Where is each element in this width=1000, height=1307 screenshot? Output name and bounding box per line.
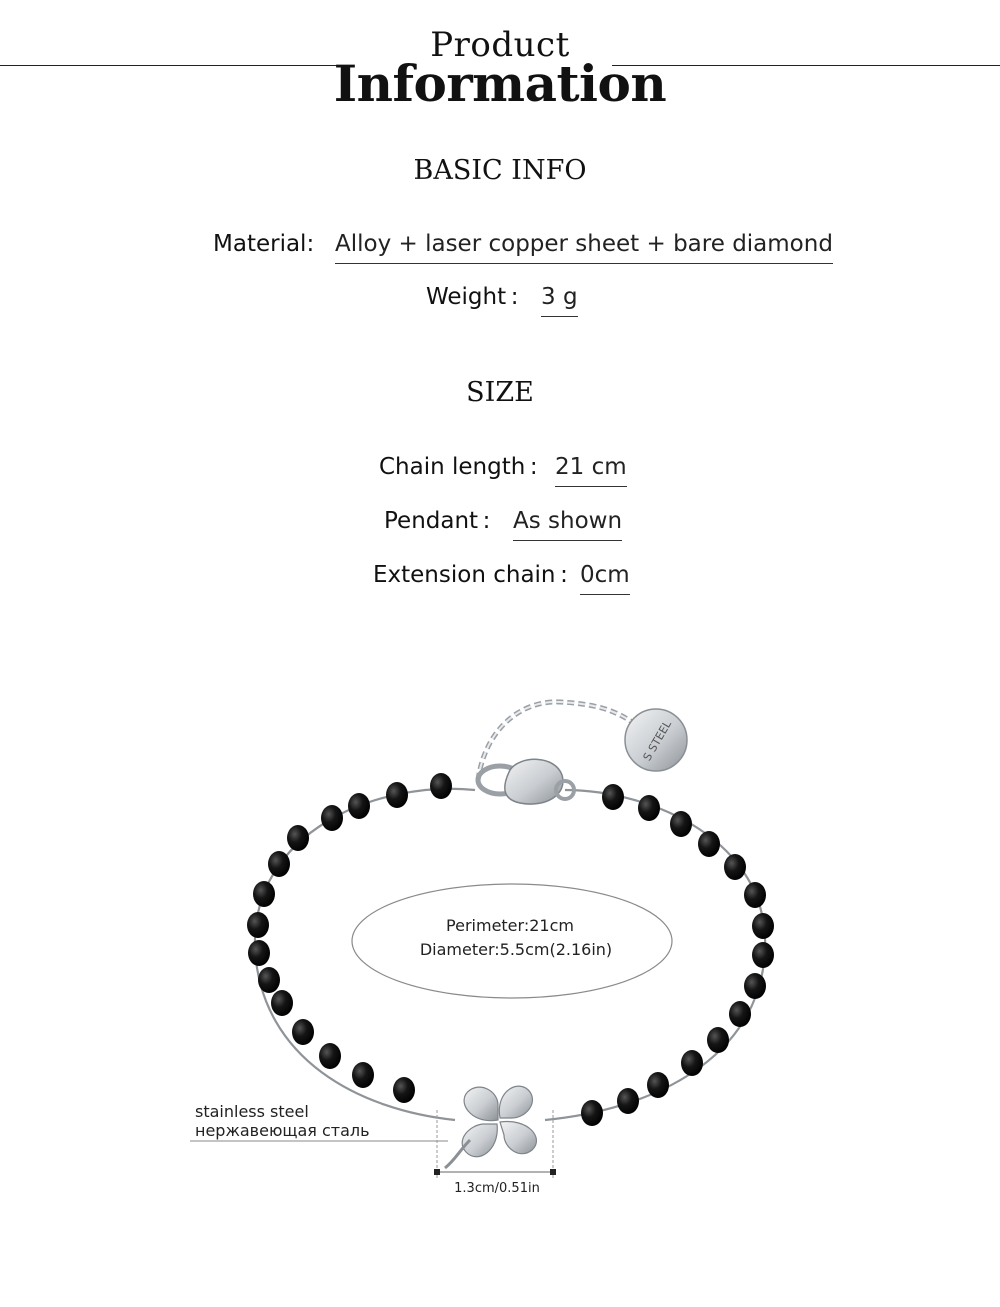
size-heading: SIZE <box>466 377 534 408</box>
bead <box>729 1001 751 1027</box>
spec-value: 0cm <box>580 562 630 595</box>
bead <box>744 882 766 908</box>
bead <box>581 1100 603 1126</box>
spec-label: Pendant : <box>384 508 491 534</box>
bead <box>724 854 746 880</box>
page-title: Information <box>333 54 667 113</box>
bead <box>292 1019 314 1045</box>
bead <box>271 990 293 1016</box>
bead <box>430 773 452 799</box>
bead <box>287 825 309 851</box>
bead <box>744 973 766 999</box>
bead <box>647 1072 669 1098</box>
bracelet-illustration <box>170 680 810 1210</box>
bead <box>258 967 280 993</box>
bead <box>248 940 270 966</box>
basic-info-heading: BASIC INFO <box>413 155 587 186</box>
page-title-top: Product <box>430 25 570 65</box>
diameter-text: Diameter:5.5cm(2.16in) <box>419 940 613 959</box>
bead <box>638 795 660 821</box>
bead <box>681 1050 703 1076</box>
bead <box>602 784 624 810</box>
spec-label: Weight : <box>426 284 519 310</box>
spec-value: Alloy + laser copper sheet + bare diamond <box>335 231 833 264</box>
bead <box>268 851 290 877</box>
bead <box>352 1062 374 1088</box>
clover-pendant-icon <box>445 1086 536 1168</box>
callout-en-text: stainless steel <box>195 1102 309 1121</box>
steel-tag <box>625 709 687 771</box>
bead <box>348 793 370 819</box>
pendant-size-text: 1.3cm/0.51in <box>454 1181 540 1196</box>
spec-label: Material: <box>213 231 315 257</box>
bead <box>752 913 774 939</box>
spec-value: 21 cm <box>555 454 627 487</box>
bead <box>698 831 720 857</box>
lobster-clasp <box>478 759 574 804</box>
bead <box>617 1088 639 1114</box>
bead <box>386 782 408 808</box>
bead <box>752 942 774 968</box>
tag-text: S STEEL <box>640 718 674 764</box>
bead <box>253 881 275 907</box>
bead <box>247 912 269 938</box>
callout-ru-text: нержавеющая сталь <box>195 1121 370 1140</box>
spec-label: Extension chain : <box>373 562 568 588</box>
spec-value: 3 g <box>541 284 578 317</box>
spec-label: Chain length : <box>379 454 538 480</box>
spec-value: As shown <box>513 508 622 541</box>
bead <box>319 1043 341 1069</box>
bead <box>670 811 692 837</box>
bead <box>321 805 343 831</box>
bead <box>393 1077 415 1103</box>
bead <box>707 1027 729 1053</box>
perimeter-text: Perimeter:21cm <box>446 916 574 935</box>
